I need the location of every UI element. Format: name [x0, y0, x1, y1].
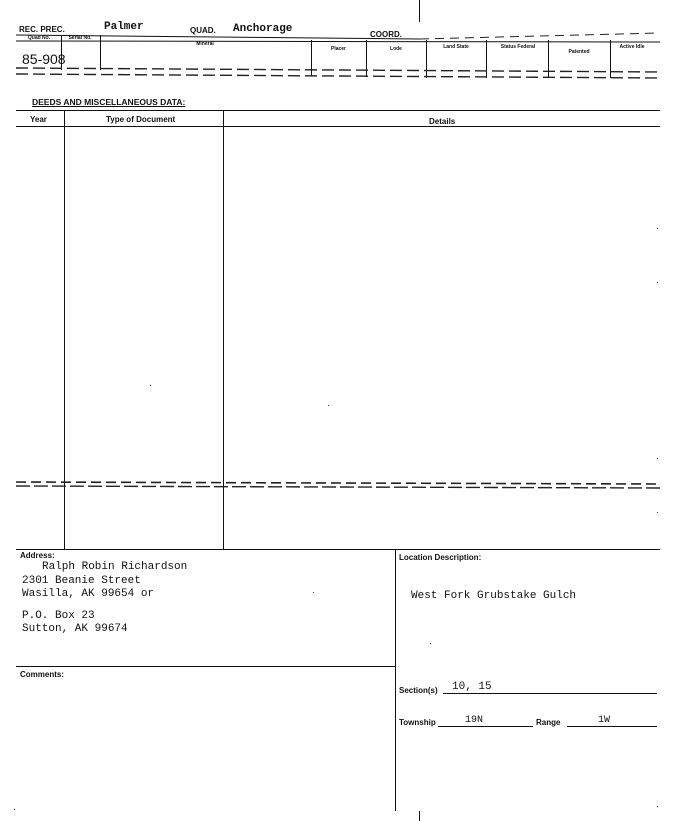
scan-speck: [14, 809, 15, 810]
deeds-top-rule: [16, 110, 660, 111]
deeds-header-rule: [16, 126, 660, 127]
deeds-dashed-rules: [0, 470, 678, 510]
coord-label: COORD.: [370, 30, 402, 39]
scan-speck: [328, 405, 329, 406]
serial-no-label: Serial No.: [68, 35, 92, 41]
scan-speck: [657, 512, 658, 513]
township-label: Township: [399, 718, 436, 727]
scan-speck: [313, 592, 314, 593]
location-label: Location Description:: [399, 553, 482, 562]
scan-speck: [657, 806, 658, 807]
id-row-rules: [0, 0, 678, 100]
section-underline: [443, 693, 657, 694]
range-underline: [567, 726, 657, 727]
address-line-5: Sutton, AK 99674: [22, 623, 128, 635]
scan-speck: [430, 643, 431, 644]
quad-no-label: Quad No.: [27, 35, 51, 41]
quad-serial-number: 85-908: [22, 51, 66, 67]
bottom-tick: [419, 811, 420, 821]
address-line-1: Ralph Robin Richardson: [42, 561, 188, 573]
patented-label: Patented: [568, 49, 590, 55]
scan-speck: [657, 282, 658, 283]
township-underline: [438, 726, 533, 727]
township-value: 19N: [465, 715, 484, 726]
col-type: Type of Document: [106, 115, 176, 124]
land-state-label: Land State: [443, 44, 469, 50]
mineral-label: Mineral: [196, 41, 214, 47]
rec-prec-value: Palmer: [104, 21, 144, 33]
active-idle-label: Active Idle: [619, 44, 645, 50]
address-line-3: Wasilla, AK 99654 or: [22, 588, 155, 600]
rec-prec-label: REC. PREC.: [19, 25, 65, 34]
lower-col-divider: [395, 549, 396, 811]
section-value: 10, 15: [452, 681, 492, 693]
range-value: 1W: [598, 715, 611, 726]
placer-label: Placer: [330, 46, 346, 52]
scan-speck: [657, 228, 658, 229]
scan-speck: [150, 385, 151, 386]
quad-value: Anchorage: [233, 23, 293, 35]
address-line-2: 2301 Beanie Street: [22, 575, 141, 587]
address-label: Address:: [20, 551, 55, 560]
address-bottom-rule: [16, 666, 395, 667]
scan-speck: [657, 458, 658, 459]
deeds-title: DEEDS AND MISCELLANEOUS DATA:: [32, 97, 186, 107]
col-year: Year: [30, 115, 47, 124]
location-value: West Fork Grubstake Gulch: [411, 590, 577, 602]
address-line-4: P.O. Box 23: [22, 610, 95, 622]
status-federal-label: Status Federal: [500, 44, 536, 50]
comments-label: Comments:: [20, 670, 65, 679]
range-label: Range: [536, 718, 561, 727]
section-label: Section(s): [399, 686, 438, 695]
quad-label: QUAD.: [190, 26, 216, 35]
col-details: Details: [429, 117, 456, 126]
deeds-bottom-rule: [16, 549, 660, 550]
lode-label: Lode: [390, 46, 402, 52]
